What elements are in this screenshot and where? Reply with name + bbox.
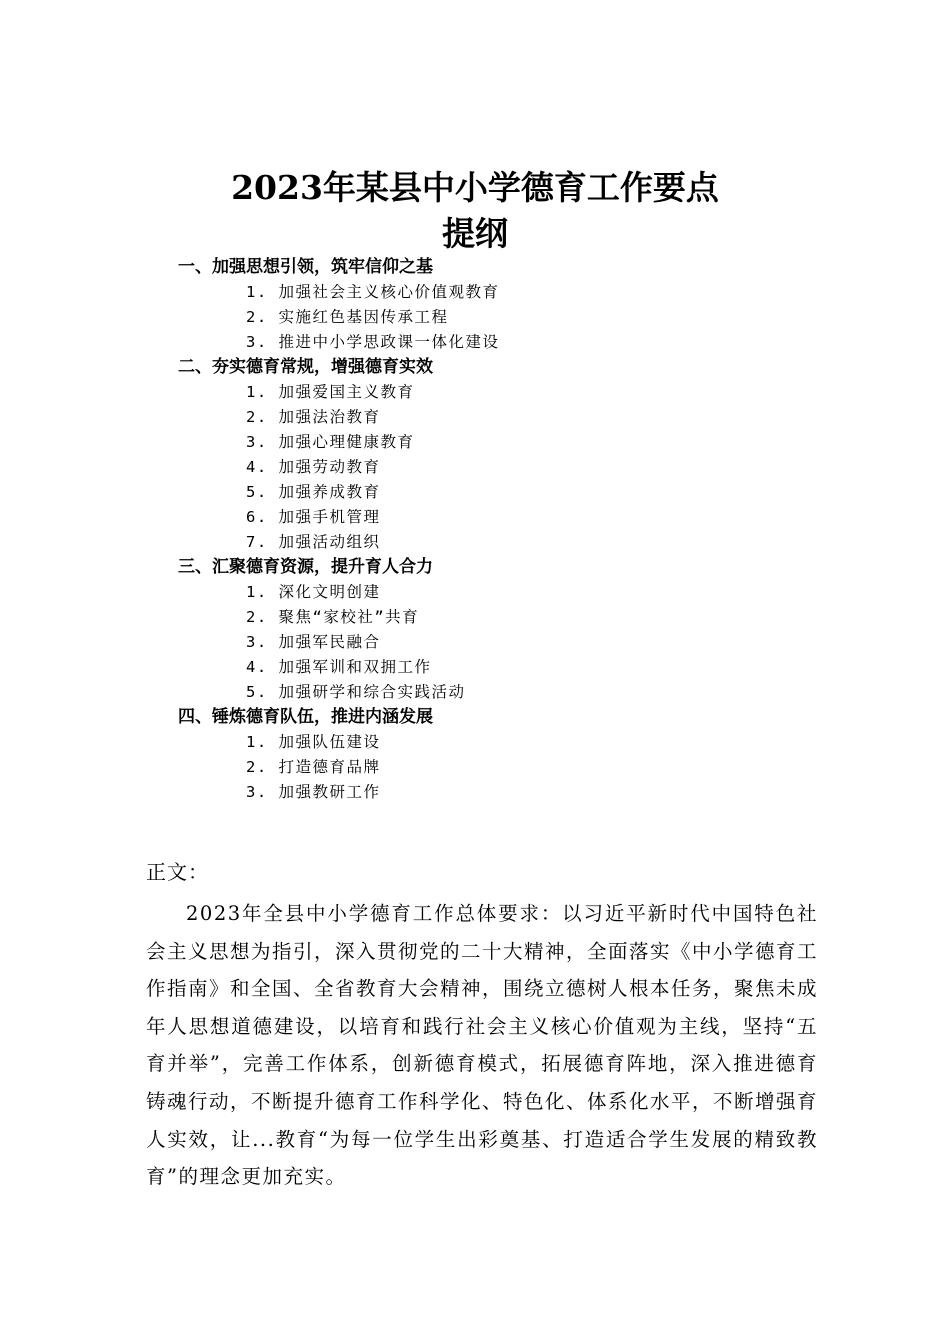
outline-item: 2. 聚焦“家校社”共育 xyxy=(246,608,420,626)
outline-item: 2. 加强法治教育 xyxy=(246,408,381,426)
body-label: 正文： xyxy=(146,860,209,884)
outline-item: 1. 深化文明创建 xyxy=(246,583,381,601)
outline-item: 6. 加强手机管理 xyxy=(246,508,381,526)
outline-item: 4. 加强劳动教育 xyxy=(246,458,381,476)
outline-item: 1. 加强爱国主义教育 xyxy=(246,383,415,401)
outline-item: 3. 推进中小学思政课一体化建设 xyxy=(246,333,500,351)
outline-section-heading: 一、加强思想引领，筑牢信仰之基 xyxy=(178,257,433,277)
outline-item: 1. 加强社会主义核心价值观教育 xyxy=(246,283,500,301)
outline-title: 提纲 xyxy=(442,214,508,253)
outline-item: 7. 加强活动组织 xyxy=(246,533,381,551)
outline-section-heading: 三、汇聚德育资源，提升育人合力 xyxy=(178,557,433,577)
outline-item: 2. 实施红色基因传承工程 xyxy=(246,308,449,326)
outline-item: 3. 加强心理健康教育 xyxy=(246,433,415,451)
outline-item: 3. 加强教研工作 xyxy=(246,783,381,801)
outline-item: 1. 加强队伍建设 xyxy=(246,733,381,751)
outline-item: 5. 加强研学和综合实践活动 xyxy=(246,683,466,701)
outline-item: 5. 加强养成教育 xyxy=(246,483,381,501)
body-paragraph: 2023年全县中小学德育工作总体要求：以习近平新时代中国特色社会主义思想为指引，深入贯彻党的二十大精神，全面落实《中小学德育工作指南》和全国、全省教育大会精神，围绕立德树人根本任务，聚焦未成年人思想道德建设，以培育和践行社会主义核心价值观为主线，坚持“五育并举”，完善工作体系，创新德育模式，拓展德育阵地，深入推进德育铸魂行动，不断提升德育工作科学化、特色化、体系化水平，不断增强育人实效，让...教育“为每一位学生出彩奠基、打造适合学生发展的精致教育”的理念更加充实。 xyxy=(146,902,819,1189)
outline-section-heading: 四、锤炼德育队伍，推进内涵发展 xyxy=(178,707,433,727)
document-title: 2023年某县中小学德育工作要点 xyxy=(231,168,719,207)
outline-item: 2. 打造德育品牌 xyxy=(246,758,381,776)
outline-section-heading: 二、夯实德育常规，增强德育实效 xyxy=(178,357,433,377)
outline-item: 3. 加强军民融合 xyxy=(246,633,381,651)
outline-item: 4. 加强军训和双拥工作 xyxy=(246,658,432,676)
